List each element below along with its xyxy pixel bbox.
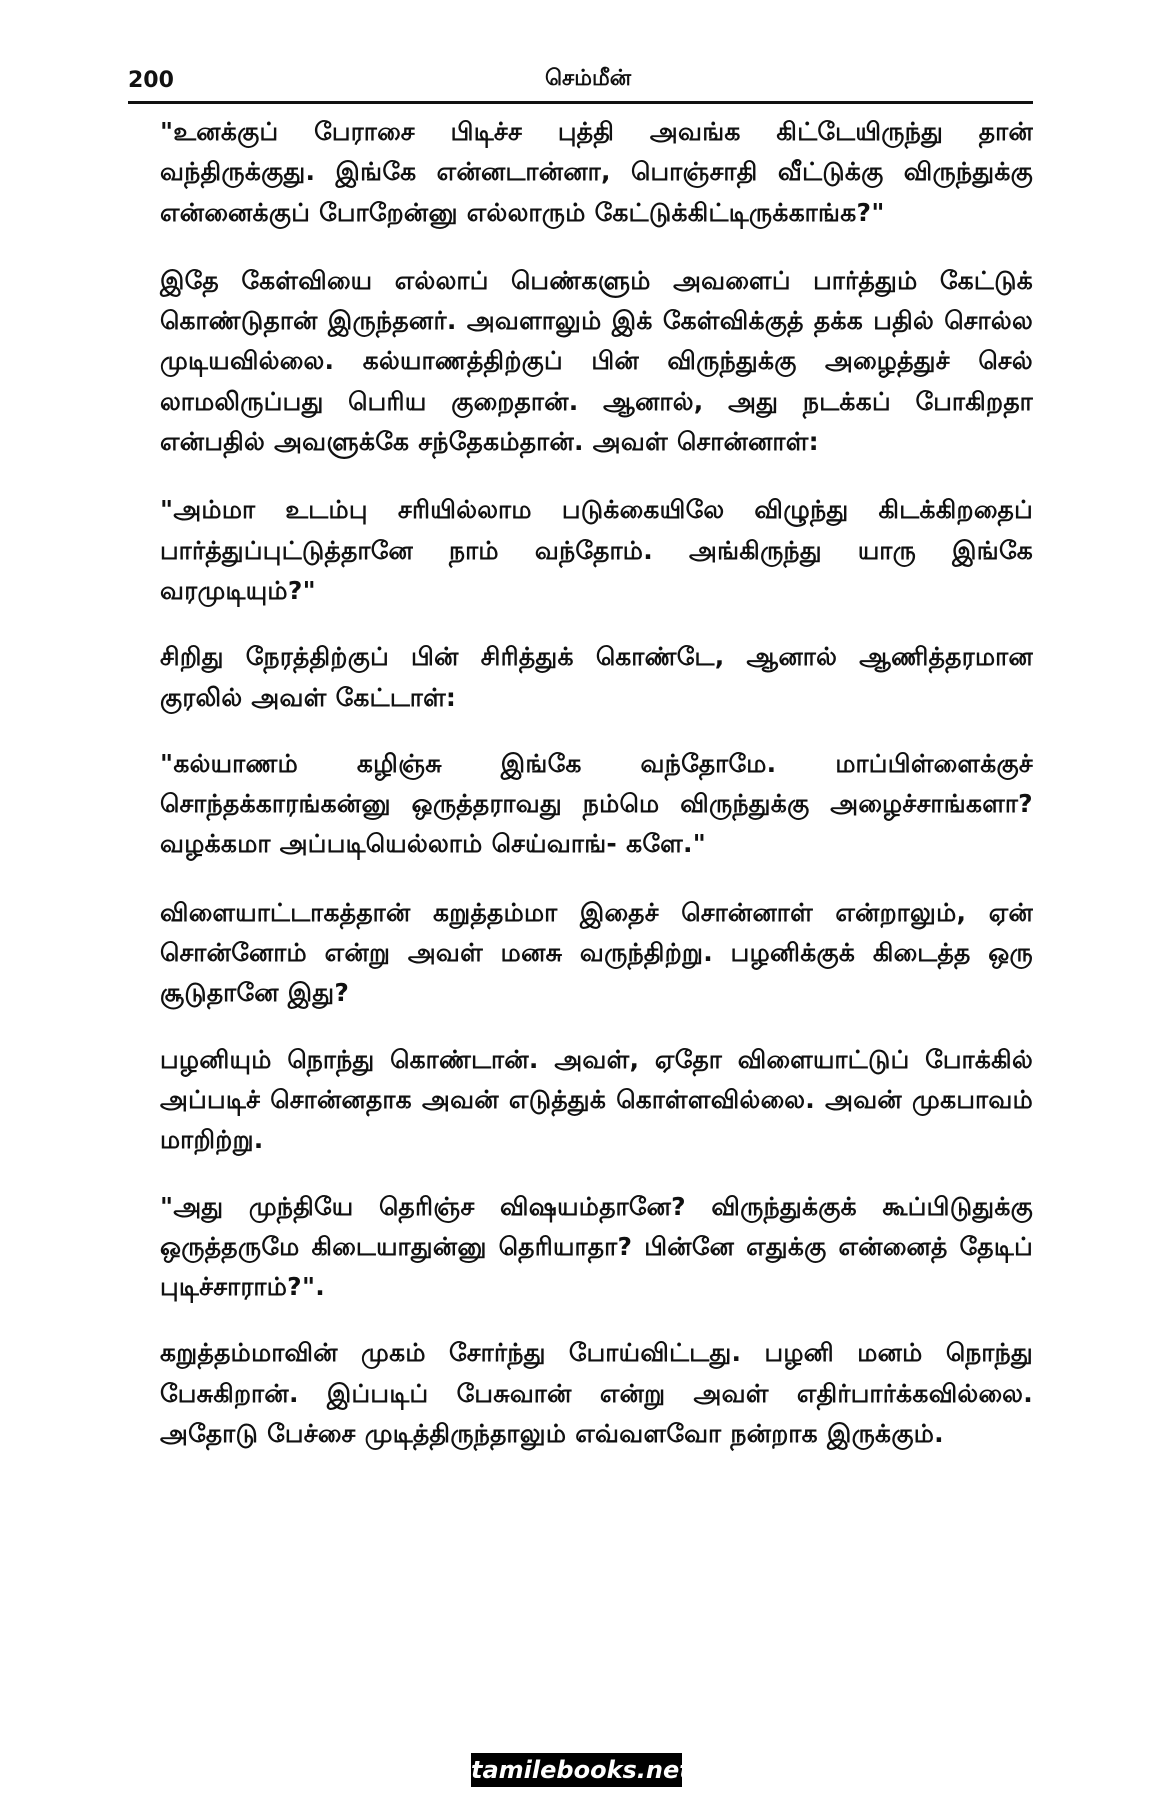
paragraph-gap [160, 718, 1033, 744]
paragraph-5: "கல்யாணம் கழிஞ்சு இங்கே வந்தோமே. மாப்பிள்ளைக்குச் சொந்தக்காரங்கன்னு ஒருத்தராவது நம்மெ விருந்துக்கு அழைச்சாங்களா? வழக்கமா அப்படியெல்லாம் செய்வாங்- களே." [160, 748, 1033, 859]
page-body [160, 112, 1033, 1454]
paragraph-gap [160, 1014, 1033, 1040]
paragraph-4: சிறிது நேரத்திற்குப் பின் சிரித்துக் கொண்டே, ஆனால் ஆணித்தரமான குரலில் அவள் கேட்டாள்: [160, 642, 1033, 712]
paragraph-gap [160, 1161, 1033, 1187]
paragraph-3: "அம்மா உடம்பு சரியில்லாம படுக்கையிலே விழுந்து கிடக்கிறதைப் பார்த்துப்புட்டுத்தானே நாம் வந்தோம். அங்கிருந்து யாரு இங்கே வரமுடியும்?" [160, 495, 1033, 605]
header-rule [128, 101, 1033, 104]
page-header [128, 66, 1033, 100]
paragraph-1: "உனக்குப் பேராசை பிடிச்ச புத்தி அவங்க கிட்டேயிருந்து தான் வந்திருக்குது. இங்கே என்னடான்னா, பொஞ்சாதி வீட்டுக்கு விருந்துக்கு என்னைக்குப் போறேன்னு எல்லாரும் கேட்டுக்கிட்டிருக்காங்க?" [160, 117, 1033, 227]
paragraph-9: கறுத்தம்மாவின் முகம் சோர்ந்து போய்விட்டது. பழனி மனம் நொந்து பேசுகிறான். இப்படிப் பேசுவான் என்று அவள் எதிர்பார்க்கவில்லை. அதோடு பேச்சை முடித்திருந்தாலும் எவ்வளவோ நன்றாக இருக்கும். [160, 1338, 1033, 1449]
paragraph-gap [160, 462, 1033, 490]
paragraph-6: விளையாட்டாகத்தான் கறுத்தம்மா இதைச் சொன்னாள் என்றாலும், ஏன் சொன்னோம் என்று அவள் மனசு வருந்திற்று. பழனிக்குக் கிடைத்த ஒரு சூடுதானே இது? [160, 897, 1033, 1008]
paragraph-8: "அது முந்தியே தெரிஞ்ச விஷயம்தானே? விருந்துக்குக் கூப்பிடுதுக்கு ஒருத்தருமே கிடையாதுன்னு தெரியாதா? பின்னே எதுக்கு என்னைத் தேடிப் புடிச்சாராம்?". [160, 1191, 1033, 1302]
paragraph-2: இதே கேள்வியை எல்லாப் பெண்களும் அவளைப் பார்த்தும் கேட்டுக் கொண்டுதான் இருந்தனர். அவளாலும் இக் கேள்விக்குத் தக்க பதில் சொல்ல முடியவில்லை. கல்யாணத்திற்குப் பின் விருந்துக்கு அழைத்துச் செல் லாமலிருப்பது பெரிய குறைதான். ஆனால், அது நடக்கப் போகிறதா என்பதில் அவளுக்கே சந்தேகம்தான். அவள் சொன்னாள்: [160, 265, 1033, 457]
paragraph-gap [160, 865, 1033, 893]
page-number: 200 [128, 68, 174, 93]
paragraph-gap [160, 1307, 1033, 1333]
book-title: செம்மீன் [544, 66, 632, 91]
watermark-label: tamilebooks.net [471, 1753, 682, 1787]
paragraph-7: பழனியும் நொந்து கொண்டான். அவள், ஏதோ விளையாட்டுப் போக்கில் அப்படிச் சொன்னதாக அவன் எடுத்துக் கொள்ளவில்லை. அவன் முகபாவம் மாறிற்று. [160, 1044, 1033, 1155]
paragraph-gap [160, 233, 1033, 261]
paragraph-gap [160, 611, 1033, 637]
